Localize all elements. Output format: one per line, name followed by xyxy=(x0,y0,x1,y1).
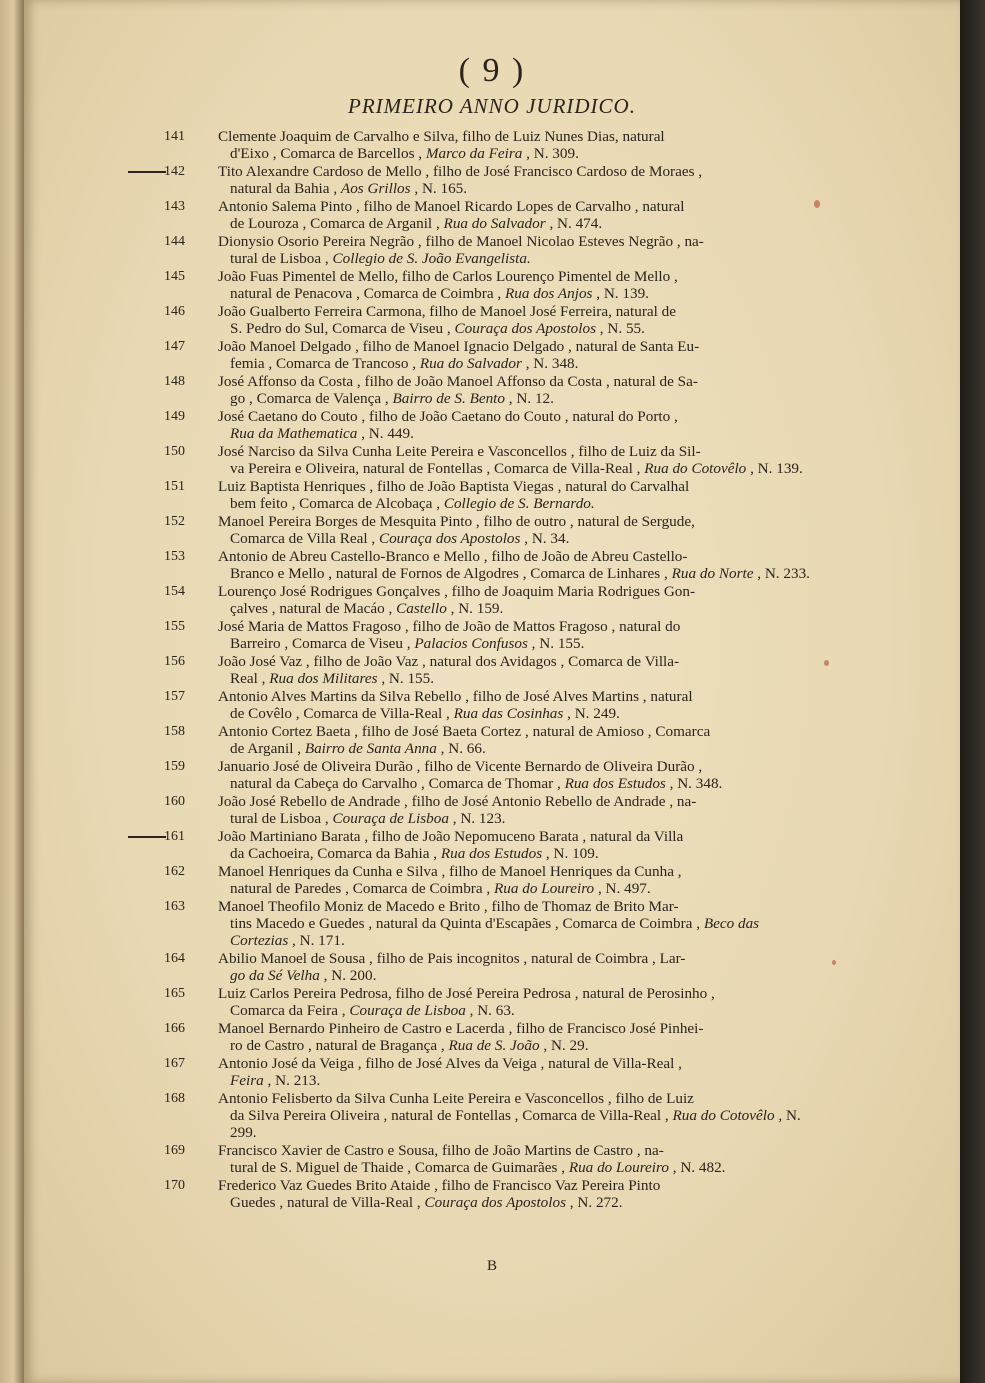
entry-text: João José Rebello de Andrade , filho de José Antonio Rebello de Andrade , na- xyxy=(218,793,697,810)
entry-text: Antonio Salema Pinto , filho de Manoel Ricardo Lopes de Carvalho , natural xyxy=(218,198,685,215)
entry-address: Rua do Salvador xyxy=(443,215,546,232)
entry-origin: Comarca da Feira , xyxy=(230,1002,350,1019)
signature-mark: B xyxy=(486,1258,497,1274)
list-item xyxy=(24,1055,960,1089)
entry-house-number: , N. 449. xyxy=(357,425,414,442)
entry-continuation xyxy=(218,390,820,407)
entry-number: 151 xyxy=(164,479,185,494)
list-item xyxy=(24,338,960,372)
entry-number: 153 xyxy=(164,549,185,564)
margin-mark xyxy=(128,836,166,838)
entry-house-number: , N. 233. xyxy=(753,565,810,582)
entry-address: Rua do Cotovêlo xyxy=(644,460,747,477)
entry-origin: ro de Castro , natural de Bragança , xyxy=(230,1037,449,1054)
entry-number: 167 xyxy=(164,1056,185,1071)
entry-text: João Manoel Delgado , filho de Manoel Ignacio Delgado , natural de Santa Eu- xyxy=(218,338,700,355)
entry-address: Collegio de S. João Evangelista. xyxy=(332,250,531,267)
entry-number: 146 xyxy=(164,304,185,319)
entry-text: Antonio de Abreu Castello-Branco e Mello , filho de João de Abreu Castello- xyxy=(218,548,688,565)
entry-address: Rua do Cotovêlo xyxy=(672,1107,775,1124)
entry-continuation xyxy=(218,530,820,547)
entry-origin: natural de Penacova , Comarca de Coimbra , xyxy=(230,285,505,302)
stain-mark xyxy=(832,960,836,965)
entry-house-number: , N. 299. xyxy=(230,1107,801,1141)
entry-origin: natural da Bahia , xyxy=(230,180,341,197)
entry-house-number: , N. 123. xyxy=(448,810,506,827)
entry-continuation xyxy=(218,705,820,722)
entry-text: Luiz Carlos Pereira Pedrosa, filho de José Pereira Pedrosa , natural de Perosinho , xyxy=(218,985,715,1002)
entry-continuation xyxy=(218,1194,820,1211)
entry-continuation xyxy=(218,145,820,162)
list-item xyxy=(24,443,960,477)
entry-address: Rua da Mathematica xyxy=(230,425,358,442)
entry-number: 154 xyxy=(164,584,185,599)
entry-continuation xyxy=(218,425,820,442)
entry-number: 158 xyxy=(164,724,185,739)
entry-number: 156 xyxy=(164,654,185,669)
entry-house-number: , N. 155. xyxy=(527,635,585,652)
entry-text: Dionysio Osorio Pereira Negrão , filho de Manoel Nicolao Esteves Negrão , na- xyxy=(218,233,704,250)
entry-text: Frederico Vaz Guedes Brito Ataide , filho de Francisco Vaz Pereira Pinto xyxy=(218,1177,661,1194)
entry-continuation xyxy=(218,775,820,792)
list-item xyxy=(24,723,960,757)
entry-house-number: , N. 139. xyxy=(592,285,649,302)
entry-origin: de Covêlo , Comarca de Villa-Real , xyxy=(230,705,454,722)
entry-number: 145 xyxy=(164,269,185,284)
entry-number: 157 xyxy=(164,689,185,704)
entry-address: Rua dos Estudos xyxy=(564,775,666,792)
entry-house-number: , N. 474. xyxy=(545,215,603,232)
entry-house-number: , N. 109. xyxy=(542,845,599,862)
entry-text: José Maria de Mattos Fragoso , filho de João de Mattos Fragoso , natural do xyxy=(218,618,681,635)
list-item xyxy=(24,863,960,897)
entry-text: José Affonso da Costa , filho de João Manoel Affonso da Costa , natural de Sa- xyxy=(218,373,698,390)
entry-text: Abilio Manoel de Sousa , filho de Pais incognitos , natural de Coimbra , Lar- xyxy=(218,950,686,967)
entry-text: Luiz Baptista Henriques , filho de João Baptista Viegas , natural do Carvalhal xyxy=(218,478,690,495)
entry-origin: de Arganil , xyxy=(230,740,305,757)
entry-continuation xyxy=(218,740,820,757)
entry-house-number: , N. 272. xyxy=(566,1194,623,1211)
list-item xyxy=(24,548,960,582)
entry-origin: çalves , natural de Macáo , xyxy=(230,600,397,617)
entry-origin: go , Comarca de Valença , xyxy=(230,390,393,407)
entry-number: 165 xyxy=(164,986,185,1001)
entry-continuation xyxy=(218,495,820,512)
entry-origin: natural da Cabeça do Carvalho , Comarca de Thomar , xyxy=(230,775,565,792)
entry-origin: de Louroza , Comarca de Arganil , xyxy=(230,215,444,232)
entry-address: Rua do Loureiro xyxy=(568,1159,669,1176)
entry-house-number: , N. 348. xyxy=(665,775,723,792)
entry-origin: Guedes , natural de Villa-Real , xyxy=(230,1194,425,1211)
margin-mark xyxy=(128,171,166,173)
entry-house-number: , N. 213. xyxy=(263,1072,321,1089)
entry-house-number: , N. 139. xyxy=(746,460,803,477)
entry-house-number: , N. 171. xyxy=(288,932,345,949)
entry-text: Antonio Felisberto da Silva Cunha Leite Pereira e Vasconcellos , filho de Luiz xyxy=(218,1090,694,1107)
entry-text: José Caetano do Couto , filho de João Caetano do Couto , natural do Porto , xyxy=(218,408,678,425)
list-item xyxy=(24,478,960,512)
entry-continuation xyxy=(218,1002,820,1019)
entry-text: Manoel Pereira Borges de Mesquita Pinto , filho de outro , natural de Sergude, xyxy=(218,513,695,530)
entry-address: Couraça dos Apostolos xyxy=(454,320,596,337)
list-item xyxy=(24,793,960,827)
entry-continuation xyxy=(218,967,820,984)
entry-continuation xyxy=(218,565,820,582)
entry-text: Antonio Alves Martins da Silva Rebello , filho de José Alves Martins , natural xyxy=(218,688,693,705)
entry-text: Clemente Joaquim de Carvalho e Silva, filho de Luiz Nunes Dias, natural xyxy=(218,128,665,145)
entry-address: Rua de S. João xyxy=(448,1037,540,1054)
entry-origin: tins Macedo e Guedes , natural da Quinta d'Escapães , Comarca de Coimbra , xyxy=(230,915,704,932)
entry-continuation xyxy=(218,180,820,197)
entry-number: 149 xyxy=(164,409,185,424)
entry-text: Manoel Theofilo Moniz de Macedo e Brito , filho de Thomaz de Brito Mar- xyxy=(218,898,679,915)
entry-address: Bairro de Santa Anna xyxy=(304,740,437,757)
entry-origin: tural de Lisboa , xyxy=(230,250,333,267)
entry-house-number: , N. 165. xyxy=(410,180,468,197)
entry-text: Manoel Bernardo Pinheiro de Castro e Lacerda , filho de Francisco José Pinhei- xyxy=(218,1020,704,1037)
entry-continuation xyxy=(218,215,820,232)
student-list xyxy=(24,128,960,1212)
entry-text: João Fuas Pimentel de Mello, filho de Carlos Lourenço Pimentel de Mello , xyxy=(218,268,678,285)
entry-origin: da Silva Pereira Oliveira , natural de Fontellas , Comarca de Villa-Real , xyxy=(230,1107,673,1124)
entry-number: 148 xyxy=(164,374,185,389)
entry-number: 164 xyxy=(164,951,185,966)
facing-page-edge xyxy=(0,0,24,1383)
list-item xyxy=(24,758,960,792)
entry-address: Rua do Salvador xyxy=(419,355,522,372)
list-item xyxy=(24,688,960,722)
entry-number: 169 xyxy=(164,1143,185,1158)
entry-address: Aos Grillos xyxy=(340,180,411,197)
entry-text: Januario José de Oliveira Durão , filho de Vicente Bernardo de Oliveira Durão , xyxy=(218,758,703,775)
entry-house-number: , N. 155. xyxy=(377,670,435,687)
entry-address: Couraça dos Apostolos xyxy=(424,1194,566,1211)
entry-text: Francisco Xavier de Castro e Sousa, filho de João Martins de Castro , na- xyxy=(218,1142,664,1159)
entry-address: Beco das Cortezias xyxy=(230,915,760,949)
list-item xyxy=(24,303,960,337)
entry-continuation xyxy=(218,1107,820,1141)
entry-origin: tural de S. Miguel de Thaide , Comarca de Guimarães , xyxy=(230,1159,569,1176)
list-item xyxy=(24,1142,960,1176)
entry-house-number: , N. 348. xyxy=(521,355,579,372)
entry-number: 168 xyxy=(164,1091,185,1106)
page-title: PRIMEIRO ANNO JURIDICO. xyxy=(348,94,636,118)
entry-address: Bairro de S. Bento xyxy=(392,390,505,407)
entry-house-number: , N. 63. xyxy=(465,1002,515,1019)
entry-number: 155 xyxy=(164,619,185,634)
list-item xyxy=(24,373,960,407)
entry-origin: da Cachoeira, Comarca da Bahia , xyxy=(230,845,441,862)
entry-continuation xyxy=(218,1072,820,1089)
entry-address: Rua dos Anjos xyxy=(504,285,593,302)
list-item xyxy=(24,583,960,617)
list-item xyxy=(24,163,960,197)
entry-origin: femia , Comarca de Trancoso , xyxy=(230,355,420,372)
entry-text: João Gualberto Ferreira Carmona, filho de Manoel José Ferreira, natural de xyxy=(218,303,676,320)
entry-continuation xyxy=(218,250,820,267)
entry-house-number: , N. 497. xyxy=(594,880,651,897)
entry-number: 159 xyxy=(164,759,185,774)
entry-house-number: , N. 159. xyxy=(446,600,504,617)
entry-text: João Martiniano Barata , filho de João Nepomuceno Barata , natural da Villa xyxy=(218,828,684,845)
entry-number: 143 xyxy=(164,199,185,214)
entry-number: 161 xyxy=(164,829,185,844)
entry-address: Collegio de S. Bernardo. xyxy=(443,495,595,512)
entry-house-number: , N. 309. xyxy=(522,145,579,162)
list-item xyxy=(24,233,960,267)
page-number: ( 9 ) xyxy=(458,52,526,89)
entry-origin: d'Eixo , Comarca de Barcellos , xyxy=(230,145,426,162)
entry-continuation xyxy=(218,880,820,897)
entry-number: 150 xyxy=(164,444,185,459)
entry-number: 170 xyxy=(164,1178,185,1193)
entry-continuation xyxy=(218,355,820,372)
entry-house-number: , N. 66. xyxy=(436,740,486,757)
entry-house-number: , N. 482. xyxy=(668,1159,726,1176)
entry-house-number: , N. 249. xyxy=(563,705,620,722)
entry-origin: va Pereira e Oliveira, natural de Fontellas , Comarca de Villa-Real , xyxy=(230,460,645,477)
entry-text: Manoel Henriques da Cunha e Silva , filho de Manoel Henriques da Cunha , xyxy=(218,863,682,880)
entry-continuation xyxy=(218,285,820,302)
entry-address: Couraça dos Apostolos xyxy=(378,530,521,547)
list-item xyxy=(24,408,960,442)
entry-number: 147 xyxy=(164,339,185,354)
entry-address: Palacios Confusos xyxy=(414,635,528,652)
entry-text: João José Vaz , filho de João Vaz , natural dos Avidagos , Comarca de Villa- xyxy=(218,653,680,670)
entry-address: Couraça de Lisboa xyxy=(349,1002,466,1019)
list-item xyxy=(24,898,960,949)
entry-number: 141 xyxy=(164,129,185,144)
list-item xyxy=(24,1177,960,1211)
list-item xyxy=(24,618,960,652)
entry-address: Rua do Norte xyxy=(671,565,754,582)
entry-origin: bem feito , Comarca de Alcobaça , xyxy=(230,495,444,512)
binding-shadow xyxy=(960,0,985,1383)
entry-number: 160 xyxy=(164,794,185,809)
entry-continuation xyxy=(218,670,820,687)
entry-house-number: , N. 55. xyxy=(596,320,645,337)
entry-continuation xyxy=(218,460,820,477)
entry-number: 166 xyxy=(164,1021,185,1036)
list-item xyxy=(24,268,960,302)
entry-continuation xyxy=(218,1037,820,1054)
list-item xyxy=(24,1020,960,1054)
entry-text: Antonio Cortez Baeta , filho de José Baeta Cortez , natural de Amioso , Comarca xyxy=(218,723,711,740)
entry-address: Marco da Feira xyxy=(425,145,523,162)
entry-origin: Real , xyxy=(230,670,270,687)
entry-continuation xyxy=(218,635,820,652)
entry-continuation xyxy=(218,600,820,617)
stain-mark xyxy=(824,660,829,666)
entry-address: Rua do Loureiro xyxy=(494,880,595,897)
entry-address: Castello xyxy=(396,600,447,617)
entry-origin: Branco e Mello , natural de Fornos de Algodres , Comarca de Linhares , xyxy=(230,565,672,582)
entry-house-number: , N. 34. xyxy=(520,530,570,547)
list-item xyxy=(24,128,960,162)
list-item xyxy=(24,513,960,547)
entry-address: Couraça de Lisboa xyxy=(332,810,449,827)
book-page xyxy=(24,0,960,1383)
list-item xyxy=(24,985,960,1019)
list-item xyxy=(24,653,960,687)
entry-house-number: , N. 200. xyxy=(319,967,377,984)
entry-origin: tural de Lisboa , xyxy=(230,810,333,827)
entry-origin: S. Pedro do Sul, Comarca de Viseu , xyxy=(230,320,455,337)
list-item xyxy=(24,1090,960,1141)
entry-continuation xyxy=(218,320,820,337)
entry-number: 144 xyxy=(164,234,185,249)
entry-address: Rua dos Militares xyxy=(269,670,378,687)
entry-text: José Narciso da Silva Cunha Leite Pereira e Vasconcellos , filho de Luiz da Sil- xyxy=(218,443,701,460)
stain-mark xyxy=(814,200,820,208)
entry-house-number: , N. 12. xyxy=(505,390,554,407)
entry-address: go da Sé Velha xyxy=(230,967,320,984)
list-item xyxy=(24,950,960,984)
entry-origin: natural de Paredes , Comarca de Coimbra , xyxy=(230,880,495,897)
entry-text: Tito Alexandre Cardoso de Mello , filho de José Francisco Cardoso de Moraes , xyxy=(218,163,703,180)
entry-continuation xyxy=(218,845,820,862)
entry-number: 142 xyxy=(164,164,185,179)
entry-origin: Comarca de Villa Real , xyxy=(230,530,379,547)
entry-house-number: , N. 29. xyxy=(539,1037,589,1054)
entry-text: Lourenço José Rodrigues Gonçalves , filho de Joaquim Maria Rodrigues Gon- xyxy=(218,583,696,600)
entry-number: 163 xyxy=(164,899,185,914)
entry-number: 162 xyxy=(164,864,185,879)
entry-address: Rua dos Estudos xyxy=(440,845,543,862)
entry-address: Feira xyxy=(230,1072,264,1089)
entry-text: Antonio José da Veiga , filho de José Alves da Veiga , natural de Villa-Real , xyxy=(218,1055,682,1072)
entry-continuation xyxy=(218,1159,820,1176)
entry-origin: Barreiro , Comarca de Viseu , xyxy=(230,635,415,652)
list-item xyxy=(24,828,960,862)
entry-continuation xyxy=(218,810,820,827)
entry-number: 152 xyxy=(164,514,185,529)
entry-address: Rua das Cosinhas xyxy=(453,705,564,722)
entry-continuation xyxy=(218,915,820,949)
